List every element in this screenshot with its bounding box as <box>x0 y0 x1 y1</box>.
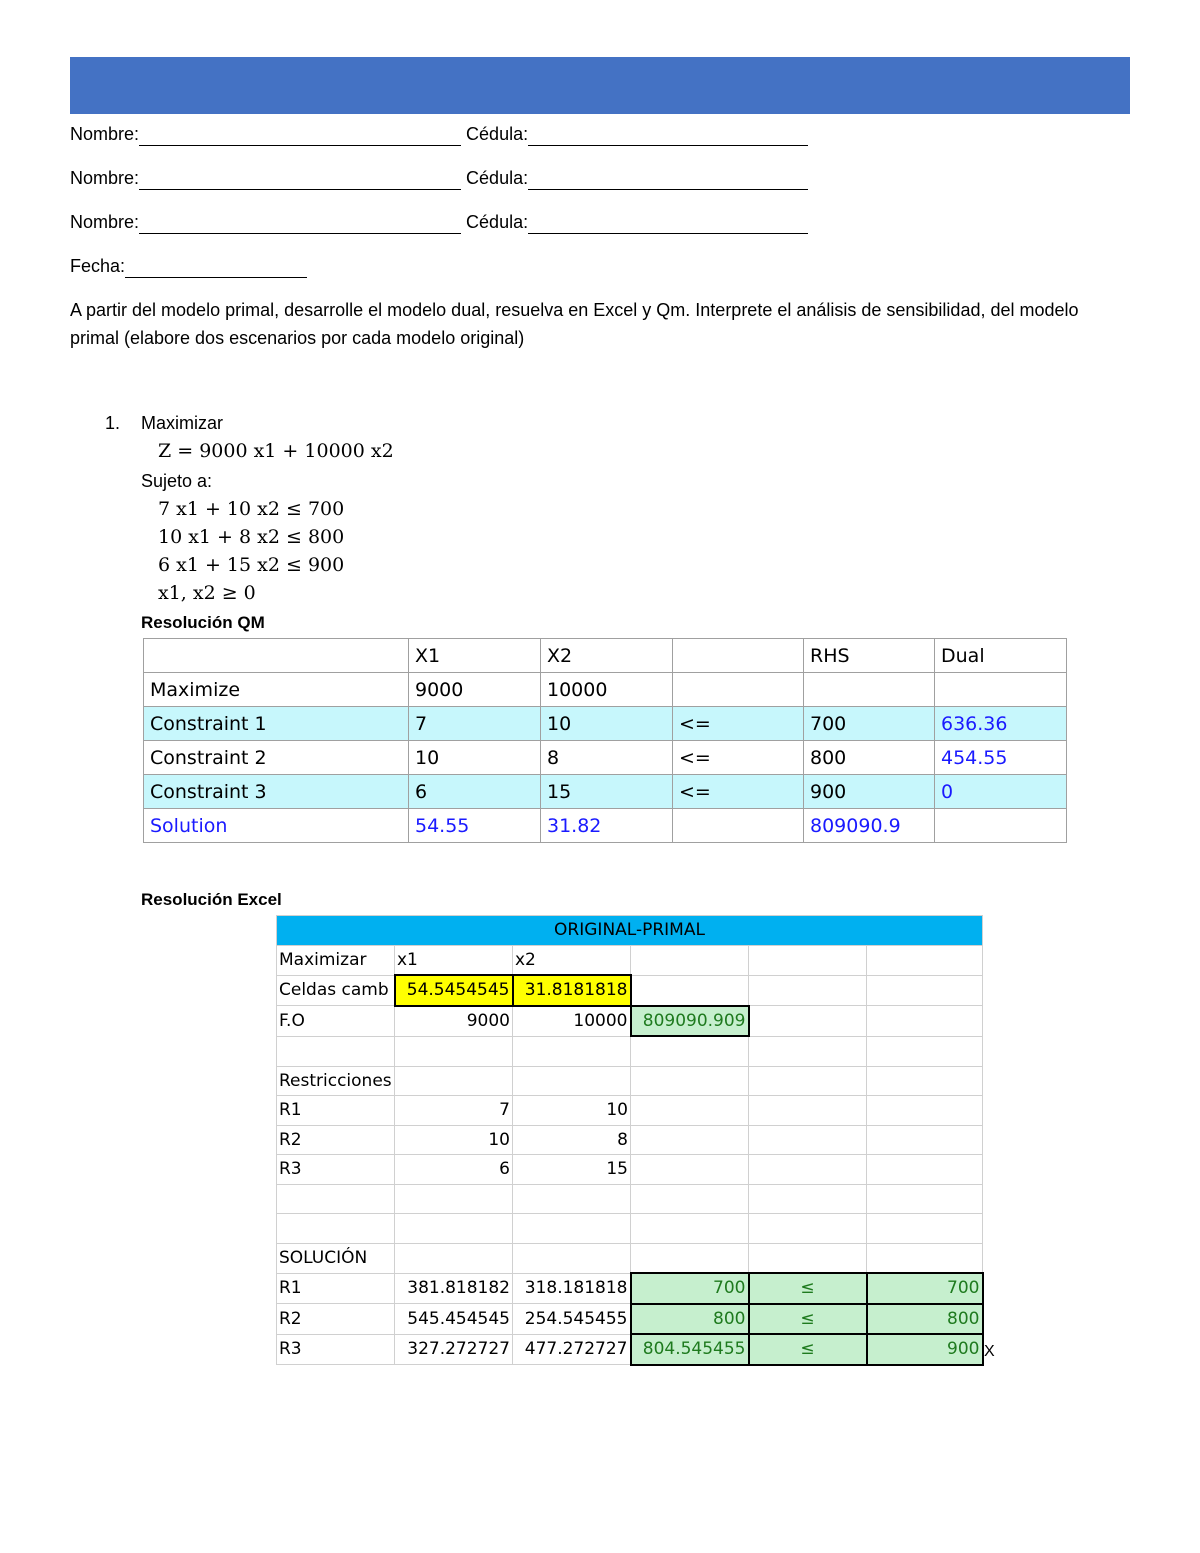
excel-row <box>277 1006 983 1037</box>
lhs-cell[interactable]: 700 <box>631 1273 749 1304</box>
nombre-label: Nombre: <box>70 168 140 188</box>
excel-row <box>277 1036 983 1066</box>
qm-cell[interactable] <box>673 673 804 707</box>
excel-cell[interactable] <box>867 1243 983 1273</box>
qm-cell[interactable]: 10000 <box>541 673 673 707</box>
qm-cell[interactable]: 15 <box>541 775 673 809</box>
excel-cell[interactable] <box>395 1243 513 1273</box>
cedula-label: Cédula: <box>466 212 529 232</box>
excel-cell[interactable]: 10 <box>513 1096 631 1126</box>
qm-cell[interactable]: 900 <box>804 775 935 809</box>
excel-cell[interactable]: 8 <box>513 1125 631 1155</box>
cedula-label: Cédula: <box>466 168 529 188</box>
excel-title: Resolución Excel <box>141 890 282 909</box>
excel-cell[interactable] <box>867 1155 983 1185</box>
excel-cell[interactable] <box>749 1184 867 1214</box>
qm-header-cell <box>673 639 804 673</box>
excel-cell[interactable]: R3 <box>277 1334 395 1365</box>
excel-cell[interactable] <box>631 1036 749 1066</box>
excel-row <box>277 1096 983 1126</box>
excel-cell[interactable] <box>631 1243 749 1273</box>
qm-cell[interactable]: 7 <box>409 707 541 741</box>
qm-cell[interactable]: <= <box>673 707 804 741</box>
qm-header-cell: RHS <box>804 639 935 673</box>
qm-header-row <box>144 639 1067 673</box>
qm-solution-cell: 809090.9 <box>804 809 935 843</box>
excel-cell[interactable] <box>749 1036 867 1066</box>
constraint-2: 10 x1 + 8 x2 ≤ 800 <box>158 526 345 548</box>
qm-cell[interactable]: 700 <box>804 707 935 741</box>
qm-cell[interactable]: 6 <box>409 775 541 809</box>
objective-label: Maximizar <box>141 413 224 433</box>
nombre-blank[interactable] <box>139 213 461 234</box>
excel-cell[interactable] <box>395 1036 513 1066</box>
excel-row <box>277 1243 983 1273</box>
cedula-blank[interactable] <box>528 169 808 190</box>
qm-cell[interactable]: <= <box>673 775 804 809</box>
excel-row <box>277 1066 983 1096</box>
rhs-cell[interactable]: 900 <box>867 1334 983 1365</box>
excel-row <box>277 1184 983 1214</box>
qm-row-maximize <box>144 673 1067 707</box>
excel-cell[interactable]: R1 <box>277 1096 395 1126</box>
excel-cell[interactable] <box>749 1006 867 1037</box>
excel-row <box>277 1334 983 1365</box>
student-row-2 <box>70 166 808 190</box>
excel-header-row <box>277 916 983 946</box>
excel-cell[interactable] <box>749 1243 867 1273</box>
excel-cell[interactable]: R2 <box>277 1304 395 1335</box>
excel-cell[interactable] <box>867 945 983 975</box>
inequality-cell[interactable]: ≤ <box>749 1273 867 1304</box>
qm-title: Resolución QM <box>141 613 265 632</box>
trailing-mark: X <box>984 1343 995 1360</box>
qm-cell[interactable]: 10 <box>541 707 673 741</box>
excel-cell[interactable]: R1 <box>277 1273 395 1304</box>
student-row-3 <box>70 210 808 234</box>
qm-table <box>143 638 1067 843</box>
nombre-label: Nombre: <box>70 212 140 232</box>
excel-row <box>277 975 983 1006</box>
excel-row <box>277 945 983 975</box>
qm-row-constraint-3 <box>144 775 1067 809</box>
qm-solution-cell: 31.82 <box>541 809 673 843</box>
nombre-blank[interactable] <box>139 169 461 190</box>
excel-cell[interactable]: Maximizar <box>277 945 395 975</box>
excel-cell[interactable] <box>631 975 749 1006</box>
excel-cell[interactable] <box>631 1066 749 1096</box>
excel-cell[interactable] <box>395 1214 513 1244</box>
lhs-cell[interactable]: 804.545455 <box>631 1334 749 1365</box>
cedula-blank[interactable] <box>528 213 808 234</box>
excel-cell[interactable] <box>867 975 983 1006</box>
excel-cell[interactable] <box>277 1184 395 1214</box>
qm-row-constraint-1 <box>144 707 1067 741</box>
excel-cell[interactable] <box>277 1214 395 1244</box>
excel-cell[interactable] <box>631 1155 749 1185</box>
qm-cell[interactable]: Constraint 3 <box>144 775 409 809</box>
qm-solution-cell <box>673 809 804 843</box>
qm-header-cell: Dual <box>935 639 1067 673</box>
lhs-cell[interactable]: 800 <box>631 1304 749 1335</box>
excel-cell[interactable] <box>867 1096 983 1126</box>
qm-row-solution <box>144 809 1067 843</box>
excel-cell[interactable] <box>631 1214 749 1244</box>
qm-cell[interactable]: Maximize <box>144 673 409 707</box>
qm-cell[interactable]: 9000 <box>409 673 541 707</box>
nombre-label: Nombre: <box>70 124 140 144</box>
changing-cell-x2[interactable]: 31.8181818 <box>513 975 631 1006</box>
excel-cell[interactable]: SOLUCIÓN <box>277 1243 395 1273</box>
objective-equation: Z = 9000 x1 + 10000 x2 <box>158 440 394 462</box>
excel-cell[interactable] <box>749 1214 867 1244</box>
excel-cell[interactable] <box>513 1066 631 1096</box>
inequality-cell[interactable]: ≤ <box>749 1334 867 1365</box>
qm-solution-cell: 54.55 <box>409 809 541 843</box>
qm-cell[interactable]: Constraint 1 <box>144 707 409 741</box>
excel-cell[interactable]: 10000 <box>513 1006 631 1037</box>
excel-cell[interactable]: Celdas camb <box>277 975 395 1006</box>
fecha-label: Fecha: <box>70 256 126 276</box>
excel-cell[interactable]: R3 <box>277 1155 395 1185</box>
constraint-1: 7 x1 + 10 x2 ≤ 700 <box>158 498 345 520</box>
qm-dual-cell: 636.36 <box>935 707 1067 741</box>
qm-row-constraint-2 <box>144 741 1067 775</box>
excel-cell[interactable]: 381.818182 <box>395 1273 513 1304</box>
excel-cell[interactable] <box>631 945 749 975</box>
excel-row <box>277 1214 983 1244</box>
objective-value-cell[interactable]: 809090.909 <box>631 1006 749 1037</box>
qm-cell[interactable]: 8 <box>541 741 673 775</box>
excel-cell[interactable]: F.O <box>277 1006 395 1037</box>
student-row-1 <box>70 122 808 146</box>
qm-dual-cell: 454.55 <box>935 741 1067 775</box>
excel-cell[interactable] <box>867 1214 983 1244</box>
excel-cell[interactable] <box>867 1006 983 1037</box>
excel-cell[interactable]: R2 <box>277 1125 395 1155</box>
rhs-cell[interactable]: 800 <box>867 1304 983 1335</box>
header-banner <box>70 57 1130 114</box>
qm-cell[interactable]: <= <box>673 741 804 775</box>
excel-cell[interactable] <box>749 945 867 975</box>
qm-cell[interactable] <box>935 673 1067 707</box>
qm-cell[interactable]: 800 <box>804 741 935 775</box>
qm-header-cell: X2 <box>541 639 673 673</box>
excel-cell[interactable] <box>513 1243 631 1273</box>
excel-cell[interactable]: 318.181818 <box>513 1273 631 1304</box>
excel-cell[interactable]: x2 <box>513 945 631 975</box>
problem-number: 1. <box>105 413 121 433</box>
changing-cell-x1[interactable]: 54.5454545 <box>395 975 513 1006</box>
excel-cell[interactable] <box>631 1184 749 1214</box>
excel-cell[interactable]: Restricciones <box>277 1066 395 1096</box>
subject-to-label: Sujeto a: <box>141 471 213 491</box>
excel-cell[interactable] <box>749 1096 867 1126</box>
excel-cell[interactable]: 545.454545 <box>395 1304 513 1335</box>
excel-cell[interactable] <box>749 975 867 1006</box>
excel-cell[interactable] <box>749 1066 867 1096</box>
excel-cell[interactable] <box>631 1096 749 1126</box>
nombre-blank[interactable] <box>139 125 461 146</box>
qm-header-cell <box>144 639 409 673</box>
qm-solution-cell: Solution <box>144 809 409 843</box>
excel-cell[interactable] <box>749 1125 867 1155</box>
excel-cell[interactable]: 477.272727 <box>513 1334 631 1365</box>
qm-solution-cell <box>935 809 1067 843</box>
fecha-blank[interactable] <box>125 257 307 278</box>
fecha-row <box>70 254 307 278</box>
excel-cell[interactable]: 9000 <box>395 1006 513 1037</box>
rhs-cell[interactable]: 700 <box>867 1273 983 1304</box>
excel-cell[interactable] <box>749 1155 867 1185</box>
constraint-3: 6 x1 + 15 x2 ≤ 900 <box>158 554 345 576</box>
excel-cell[interactable] <box>513 1036 631 1066</box>
excel-cell[interactable] <box>277 1036 395 1066</box>
excel-cell[interactable] <box>395 1066 513 1096</box>
cedula-label: Cédula: <box>466 124 529 144</box>
excel-cell[interactable] <box>631 1125 749 1155</box>
excel-row <box>277 1155 983 1185</box>
instructions: A partir del modelo primal, desarrolle el modelo dual, resuelva en Excel y Qm. Interprete el análisis de sensibilidad, del modelo primal (elabore dos escenarios por cada modelo original) <box>70 300 1079 348</box>
excel-cell[interactable] <box>395 1184 513 1214</box>
excel-table <box>276 915 984 1366</box>
qm-header-cell: X1 <box>409 639 541 673</box>
excel-cell[interactable]: x1 <box>395 945 513 975</box>
qm-cell[interactable] <box>804 673 935 707</box>
excel-row <box>277 1304 983 1335</box>
excel-cell[interactable] <box>867 1125 983 1155</box>
excel-header: ORIGINAL-PRIMAL <box>277 916 983 946</box>
excel-cell[interactable] <box>867 1184 983 1214</box>
excel-cell[interactable]: 7 <box>395 1096 513 1126</box>
qm-cell[interactable]: 10 <box>409 741 541 775</box>
excel-cell[interactable]: 15 <box>513 1155 631 1185</box>
cedula-blank[interactable] <box>528 125 808 146</box>
inequality-cell[interactable]: ≤ <box>749 1304 867 1335</box>
excel-row <box>277 1125 983 1155</box>
excel-cell[interactable]: 254.545455 <box>513 1304 631 1335</box>
excel-cell[interactable] <box>513 1214 631 1244</box>
excel-cell[interactable] <box>867 1066 983 1096</box>
excel-cell[interactable]: 327.272727 <box>395 1334 513 1365</box>
excel-cell[interactable] <box>513 1184 631 1214</box>
excel-cell[interactable]: 6 <box>395 1155 513 1185</box>
nonnegativity: x1, x2 ≥ 0 <box>158 582 256 604</box>
qm-cell[interactable]: Constraint 2 <box>144 741 409 775</box>
excel-cell[interactable]: 10 <box>395 1125 513 1155</box>
excel-cell[interactable] <box>867 1036 983 1066</box>
qm-dual-cell: 0 <box>935 775 1067 809</box>
excel-row <box>277 1273 983 1304</box>
